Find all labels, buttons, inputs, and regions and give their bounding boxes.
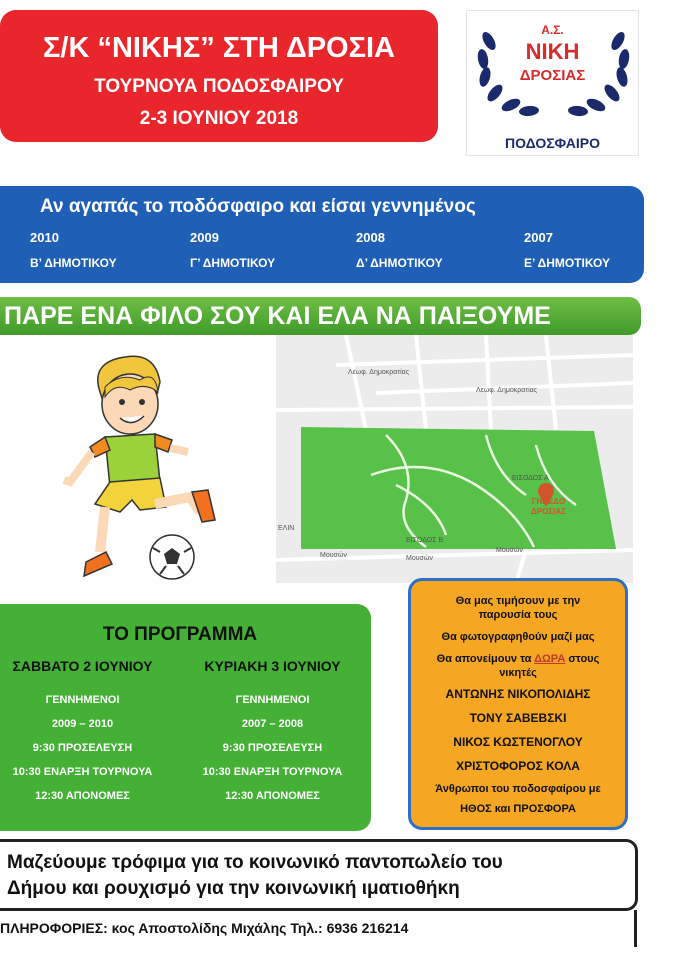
saturday-row-4: 10:30 ΕΝΑΡΞΗ ΤΟΥΡΝΟΥΑ — [12, 766, 153, 778]
year-2007: 2007 — [524, 230, 553, 245]
logo-sport: ΠΟΔΟΣΦΑΙΡΟ — [505, 135, 600, 151]
sunday-row-4: 10:30 ΕΝΑΡΞΗ ΤΟΥΡΝΟΥΑ — [202, 766, 343, 778]
year-2010: 2010 — [30, 230, 59, 245]
saturday-row-1: ΓΕΝΝΗΜΕΝΟΙ — [45, 694, 120, 706]
grade-b: Β’ ΔΗΜΟΤΙΚΟΥ — [30, 256, 117, 270]
sunday-row-1: ΓΕΝΝΗΜΕΝΟΙ — [235, 694, 310, 706]
street-label-1: Λεωφ. Δημοκρατίας — [348, 369, 410, 376]
saturday-row-2: 2009 – 2010 — [51, 718, 114, 730]
street-label-2: Λεωφ. Δημοκρατίας — [476, 387, 538, 394]
guests-award — [411, 653, 625, 665]
location-map — [276, 335, 633, 583]
year-2008: 2008 — [356, 230, 385, 245]
entrance-a-label: ΕΙΣΟΔΟΣ Α — [512, 475, 549, 482]
food-drive-box — [0, 839, 638, 911]
logo-place: ΔΡΟΣΙΑΣ — [519, 67, 586, 84]
saturday-heading: ΣΑΒΒΑΤΟ 2 ΙΟΥΝΙΟΥ — [12, 658, 153, 674]
award-text-a: Θα απονείμουν τα — [436, 653, 535, 665]
guests-intro-2: παρουσία τους — [478, 609, 558, 621]
map-graphic — [276, 335, 633, 583]
info-divider — [634, 910, 637, 947]
food-line-1: Μαζεύουμε τρόφιμα για το κοινωνικό παντοπωλείο του — [7, 852, 503, 873]
logo-abbrev: Α.Σ. — [541, 23, 564, 37]
event-subtitle: ΤΟΥΡΝΟΥΑ ΠΟΔΟΣΦΑΙΡΟΥ — [94, 76, 344, 97]
grade-c: Γ’ ΔΗΜΟΤΙΚΟΥ — [190, 256, 276, 270]
guests-photo: Θα φωτογραφηθούν μαζί μας — [441, 631, 595, 643]
award-gifts: ΔΩΡΑ — [534, 653, 566, 665]
club-logo — [466, 10, 639, 156]
program-title: ΤΟ ΠΡΟΓΡΑΜΜΑ — [102, 624, 258, 645]
sunday-row-5: 12:30 ΑΠΟΝΟΜΕΣ — [225, 790, 320, 802]
street-label-3: Μουσών — [320, 552, 347, 559]
guests-winners: νικητές — [499, 667, 537, 679]
event-dates: 2-3 ΙΟΥΝΙΟΥ 2018 — [139, 108, 299, 129]
year-2009: 2009 — [190, 230, 219, 245]
street-label-4: Μουσών — [406, 555, 433, 562]
sunday-column — [185, 658, 360, 808]
saturday-row-3: 9:30 ΠΡΟΣΕΛΕΥΣΗ — [32, 742, 133, 754]
entrance-b-label: ΕΙΣΟΔΟΣ Β — [406, 537, 444, 544]
stadium-label-line1: ΓΗΠΕΔΟ — [531, 497, 566, 506]
sunday-row-2: 2007 – 2008 — [241, 718, 304, 730]
invite-band — [0, 186, 644, 283]
invite-headline: Αν αγαπάς το ποδόσφαιρο και είσαι γεννημένος — [40, 196, 476, 217]
street-label-6: ΕΛΙΝ — [278, 525, 295, 532]
guests-box — [408, 578, 628, 830]
contact-info: ΠΛΗΡΟΦΟΡΙΕΣ: κος Αποστολίδης Μιχάλης Τηλ.: 6936 216214 — [0, 920, 409, 936]
stadium-label — [531, 497, 566, 517]
guest-name-3: ΝΙΚΟΣ ΚΩΣΤΕΝΟΓΛΟΥ — [453, 735, 583, 749]
slogan-banner: ΠΑΡΕ ΕΝΑ ΦΙΛΟ ΣΟΥ ΚΑΙ ΕΛΑ ΝΑ ΠΑΙΞΟΥΜΕ — [0, 297, 641, 335]
guest-name-4: ΧΡΙΣΤΟΦΟΡΟΣ ΚΟΛΑ — [456, 759, 580, 773]
stadium-label-line2: ΔΡΟΣΙΑΣ — [531, 507, 566, 516]
guests-outro-2: ΗΘΟΣ και ΠΡΟΣΦΟΡΑ — [460, 803, 576, 815]
guest-name-1: ΑΝΤΩΝΗΣ ΝΙΚΟΠΟΛΙΔΗΣ — [445, 687, 591, 701]
event-title: Σ/Κ “ΝΙΚΗΣ” ΣΤΗ ΔΡΟΣΙΑ — [43, 32, 395, 64]
guests-outro-1: Άνθρωποι του ποδοσφαίρου με — [435, 783, 601, 795]
saturday-row-5: 12:30 ΑΠΟΝΟΜΕΣ — [35, 790, 130, 802]
street-label-5: Μουσών — [496, 547, 523, 554]
cartoon-player-icon — [60, 352, 230, 592]
sunday-heading: ΚΥΡΙΑΚΗ 3 ΙΟΥΝΙΟΥ — [204, 658, 341, 674]
guest-name-2: ΤΟΝΥ ΣΑΒΕΒΣΚΙ — [469, 711, 567, 725]
sunday-row-3: 9:30 ΠΡΟΣΕΛΕΥΣΗ — [222, 742, 323, 754]
logo-name: ΝΙΚΗ — [525, 39, 580, 64]
guests-intro-1: Θα μας τιμήσουν με την — [455, 595, 581, 607]
title-banner — [0, 10, 438, 142]
program-box — [0, 604, 371, 831]
grade-e: Ε’ ΔΗΜΟΤΙΚΟΥ — [524, 256, 610, 270]
saturday-column — [0, 658, 170, 808]
food-line-2: Δήμου και ρουχισμό για την κοινωνική ιματιοθήκη — [7, 878, 460, 899]
award-text-c: στους — [565, 653, 600, 665]
grade-d: Δ’ ΔΗΜΟΤΙΚΟΥ — [356, 256, 443, 270]
